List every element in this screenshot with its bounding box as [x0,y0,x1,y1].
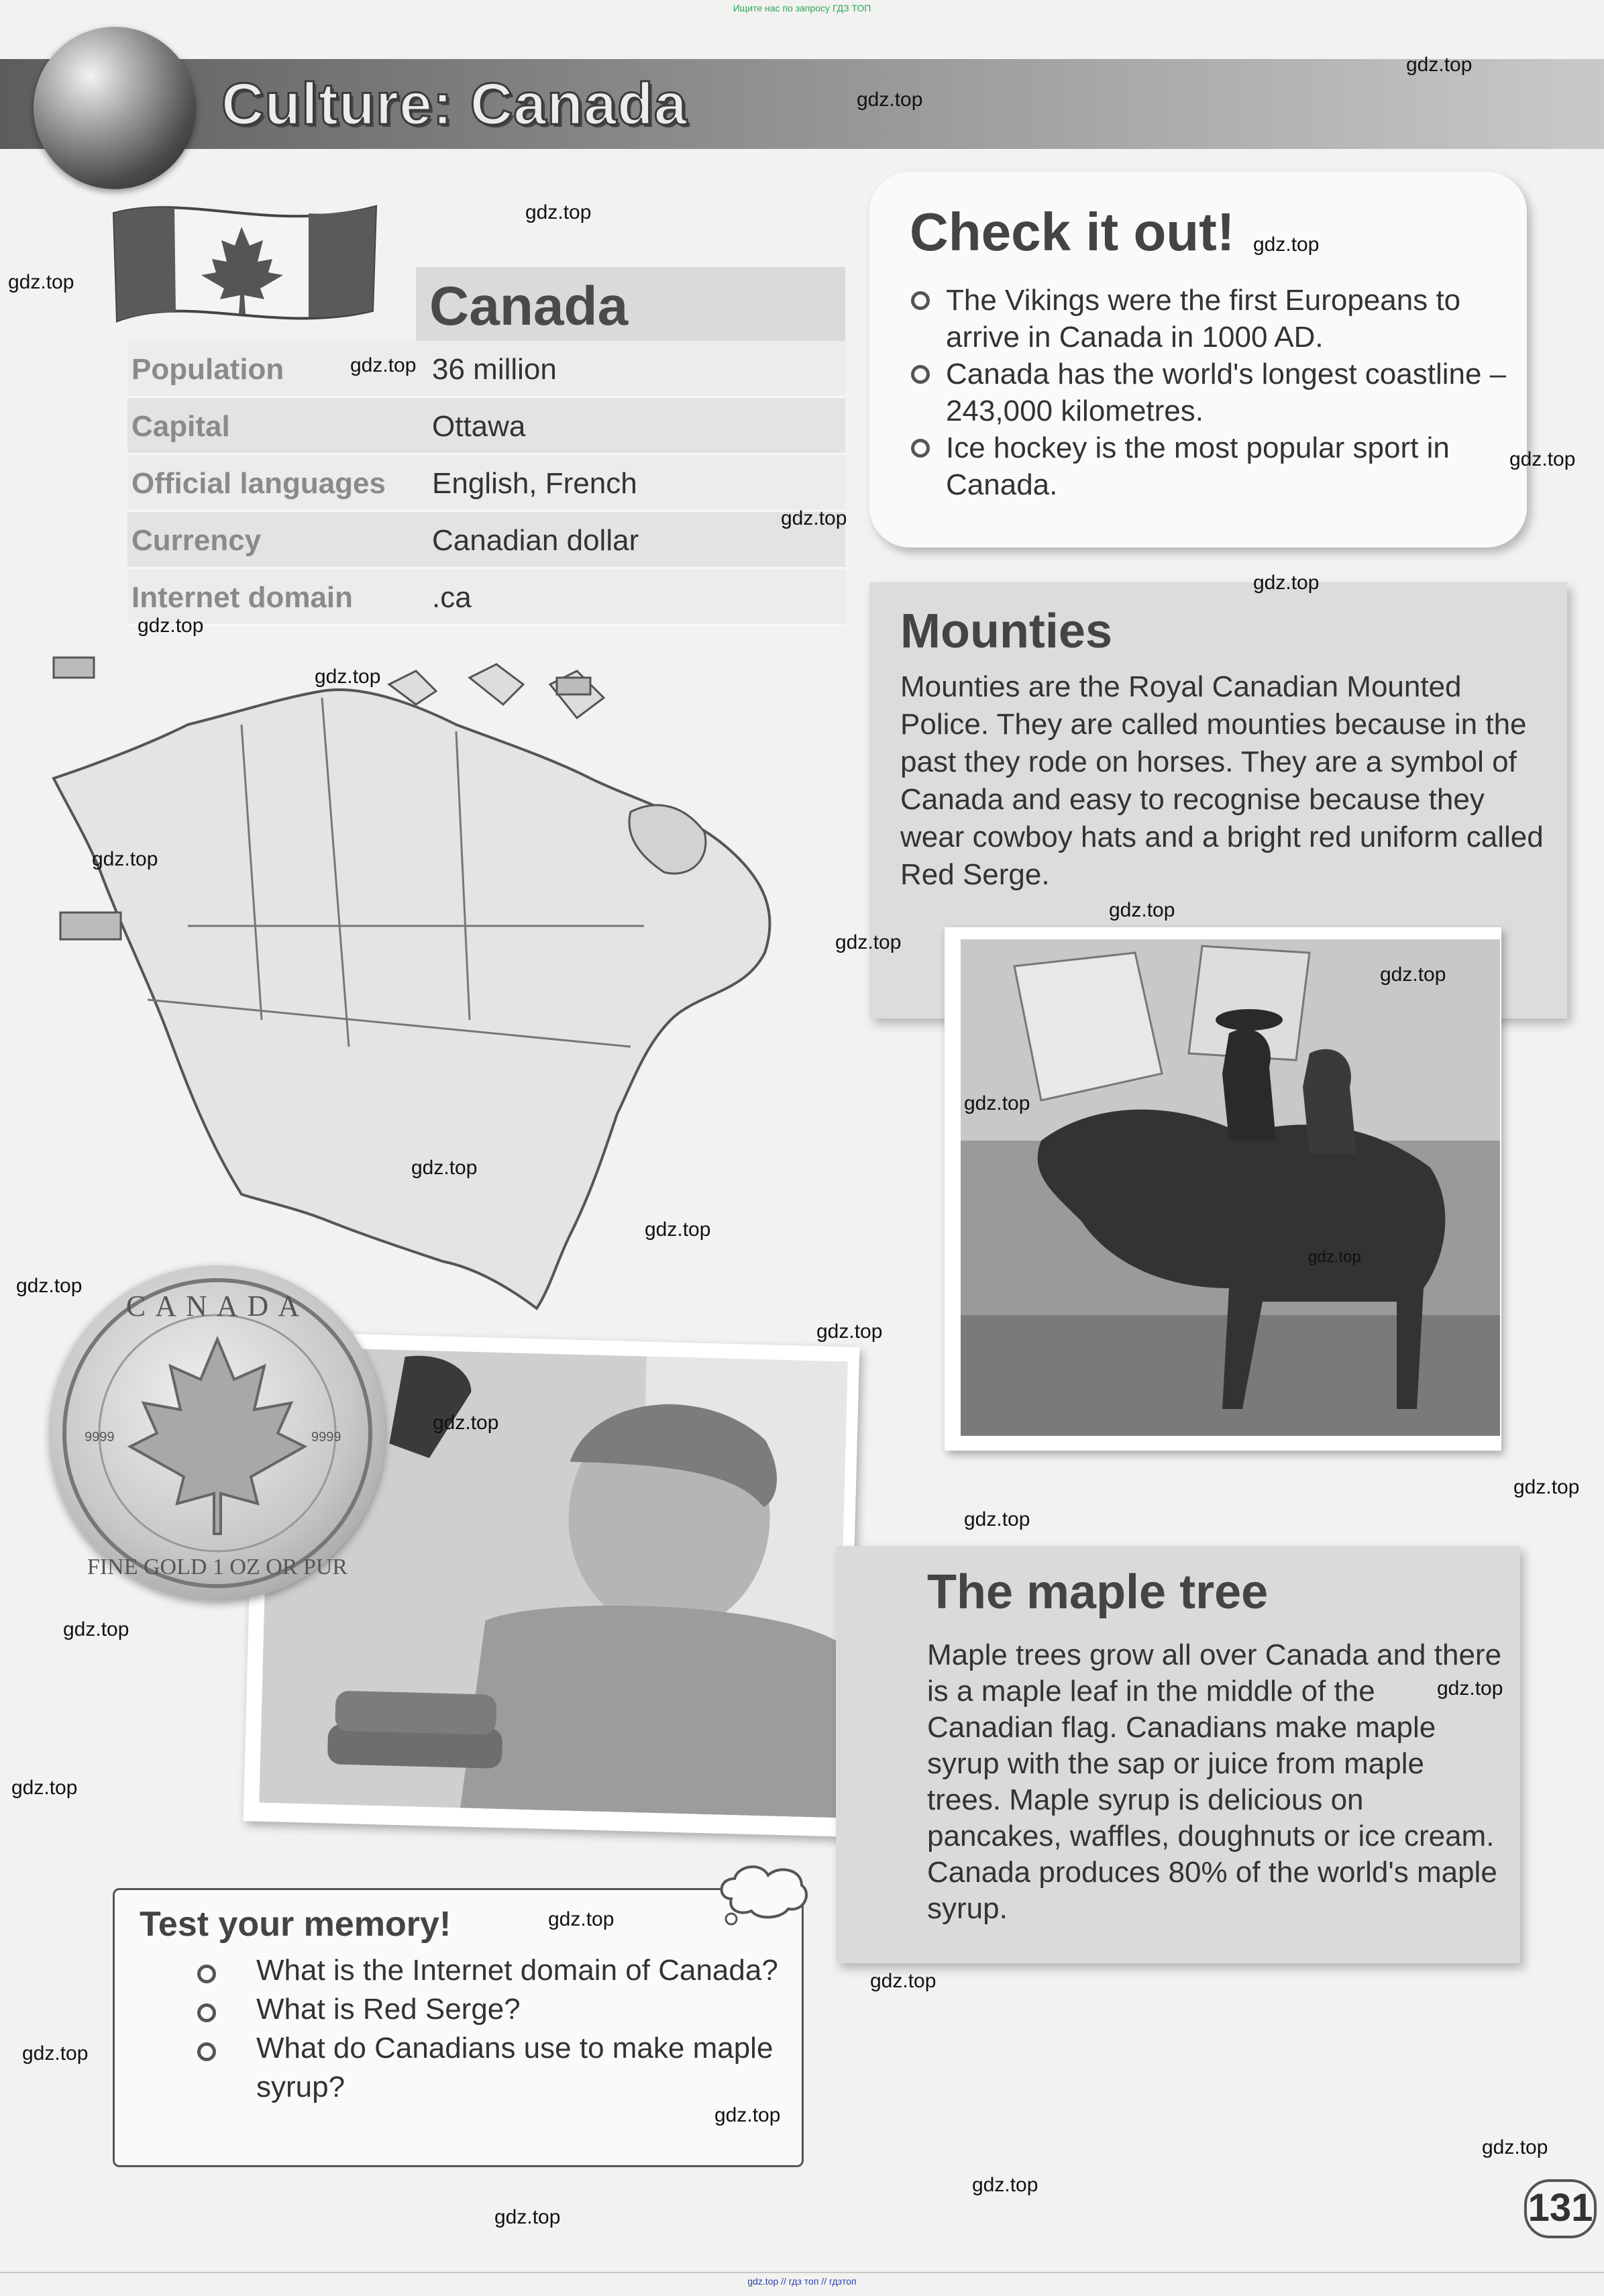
fact-row [127,341,845,398]
coin-top-text: CANADA [125,1290,309,1322]
test-your-memory-title: Test your memory! [140,1905,451,1944]
coin-bottom-text: FINE GOLD 1 OZ OR PUR [87,1555,348,1579]
list-item [906,356,1509,429]
test-your-memory-list [195,1951,785,2107]
fact-row [127,569,845,626]
list-item-text: What is Red Serge? [256,1993,521,2026]
fact-label: Capital [131,410,230,443]
page-number: 131 [1524,2179,1597,2238]
watermark: gdz.top [1109,899,1175,921]
fact-value: 36 million [432,353,557,386]
watermark: gdz.top [870,1970,937,1992]
fact-value: English, French [432,467,637,500]
fact-row [127,455,845,512]
mounties-text: Mounties are the Royal Canadian Mounted Police. They are called mounties because in the past they rode on horses. They are a symbol of Canada and easy to recognise because they wear cowboy hats and a bright red uniform called Red Serge. [900,670,1544,891]
watermark: gdz.top [1406,54,1473,76]
maple-tree-title: The maple tree [927,1565,1269,1619]
list-item [195,1951,785,1990]
list-item [906,429,1509,503]
watermark: gdz.top [92,848,158,870]
list-item-text: What is the Internet domain of Canada? [256,1954,778,1987]
page-divider [0,2272,1604,2273]
fact-value: Canadian dollar [432,524,639,557]
list-item-text: Ice hockey is the most popular sport in Canada. [946,431,1450,501]
canadian-flag-icon [107,187,382,331]
watermark: gdz.top [1482,2136,1548,2158]
watermark: gdz.top [63,1618,129,1640]
bottom-note: gdz.top // гдз топ // гдзтоп [747,2276,857,2287]
watermark: gdz.top [8,271,74,293]
bullet-icon [911,365,930,384]
watermark: gdz.top [781,507,847,529]
watermark: gdz.top [1380,963,1446,986]
fact-title: Canada [429,276,629,337]
maple-leaf-coin-icon [50,1265,385,1601]
globe-icon [34,27,196,189]
watermark: gdz.top [645,1218,711,1241]
list-item [195,1990,785,2029]
gold-coin [50,1265,385,1601]
watermark: gdz.top [857,89,923,111]
bullet-icon [197,2003,216,2022]
bullet-icon [911,291,930,310]
watermark: gdz.top [548,1908,614,1930]
fact-table [127,341,845,626]
bullet-icon [911,439,930,458]
watermark: gdz.top [411,1157,478,1179]
watermark: gdz.top [1513,1476,1580,1498]
watermark: gdz.top [816,1320,883,1343]
list-item [906,282,1509,356]
watermark: gdz.top [350,354,417,376]
watermark: gdz.top [494,2206,561,2228]
fact-label: Internet domain [131,581,354,614]
maple-tree-text: Maple trees grow all over Canada and there is a maple leaf in the middle of the Canadian flag. Canadians make maple syrup with the sap or juice from maple trees. Maple syrup is delicious on pancakes, waffles, doughnuts or ice cream. Canada produces 80% of the world's maple syrup. [927,1638,1502,1925]
watermark: gdz.top [16,1275,83,1297]
watermark: gdz.top [1253,572,1320,594]
watermark: gdz.top [11,1777,78,1799]
list-item [195,2029,785,2107]
watermark: gdz.top [1253,233,1320,256]
watermark: gdz.top [964,1092,1030,1114]
list-item-text: The Vikings were the first Europeans to arrive in Canada in 1000 AD. [946,284,1461,354]
bullet-icon [197,1965,216,1983]
top-note: Ищите нас по запросу ГДЗ ТОП [733,3,871,13]
fact-label: Population [131,353,284,386]
watermark: gdz.top [835,931,902,953]
fact-row [127,398,845,455]
watermark: gdz.top [525,201,592,223]
watermark: gdz.top [1509,448,1576,470]
watermark: gdz.top [315,666,381,688]
fact-value: .ca [432,581,472,614]
watermark: gdz.top [22,2042,89,2065]
thought-cloud-icon [711,1859,812,1932]
fact-label: Official languages [131,467,386,500]
watermark: gdz.top [138,615,204,637]
check-it-out-list [906,282,1509,503]
watermark: gdz.top [1308,1248,1361,1266]
watermark: gdz.top [972,2174,1038,2196]
list-item-text: Canada has the world's longest coastline – 243,000 kilometres. [946,358,1507,427]
fact-value: Ottawa [432,410,526,443]
bullet-icon [197,2042,216,2061]
coin-mark-right: 9999 [311,1430,341,1445]
watermark: gdz.top [1437,1677,1503,1700]
mounties-title: Mounties [900,605,1112,658]
watermark: gdz.top [433,1412,499,1434]
page-title: Culture: Canada [221,70,688,137]
fact-row [127,512,845,569]
mounties-photo [961,939,1500,1436]
check-it-out-title: Check it out! [910,202,1235,262]
list-item-text: What do Canadians use to make maple syrup? [256,2032,773,2103]
watermark: gdz.top [964,1508,1030,1530]
fact-label: Currency [131,524,262,557]
coin-mark-left: 9999 [85,1430,115,1445]
watermark: gdz.top [714,2104,781,2126]
